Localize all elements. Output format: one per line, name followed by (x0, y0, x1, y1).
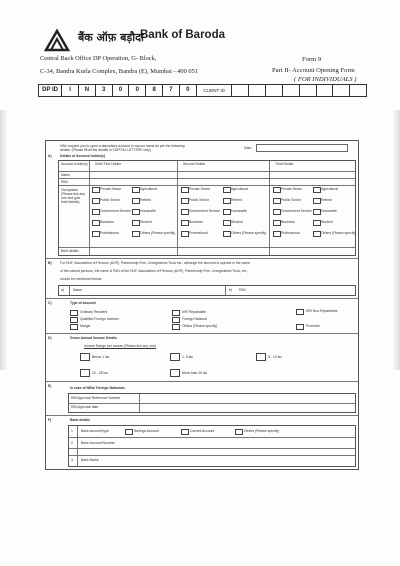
form-body (45, 140, 359, 470)
checkbox[interactable] (172, 317, 180, 323)
opt-label: Retired (140, 198, 151, 202)
checkbox[interactable] (80, 353, 90, 361)
opt-label: Student (321, 220, 333, 224)
section-d-subtitle: Income Range per annum (Please tick any one) (84, 344, 156, 348)
rbi-ref-label: RBI Approval Reference Number (71, 396, 121, 400)
dp-char[interactable]: 8 (145, 85, 162, 96)
checkbox[interactable] (223, 198, 231, 204)
checkbox[interactable] (170, 369, 180, 377)
bank-details-table (68, 425, 356, 467)
checkbox[interactable] (181, 220, 189, 226)
section-a-label: A) (48, 154, 52, 158)
row-occupation: Occupation (Please tick any one and give brief details) (61, 188, 85, 204)
section-e-label: E) (48, 384, 52, 388)
dp-id-label: DP ID (42, 87, 59, 93)
address-line-1: Central Back Office DP Operation, G- Block, (40, 55, 157, 62)
form-type: ( FOR INDIVIDUALS ) (294, 76, 357, 83)
opt-label: Housewife (321, 209, 337, 213)
acct-type-option: Promoter (306, 324, 320, 328)
section-f-title: Bank details (70, 418, 90, 422)
opt-label: Professional (189, 231, 208, 235)
opt-label: Business (100, 220, 114, 224)
opt-label: Student (231, 220, 243, 224)
checkbox[interactable] (235, 429, 243, 435)
opt-label: Retired (321, 198, 332, 202)
col-second-holder: Second Holder (183, 162, 206, 166)
checkbox[interactable] (223, 220, 231, 226)
checkbox[interactable] (92, 209, 100, 215)
bank-acct-type-label: Bank account type (81, 429, 109, 433)
dp-char[interactable]: 3 (95, 85, 112, 96)
section-d-label: D) (48, 336, 52, 340)
bank-logo-icon (44, 28, 70, 54)
acct-type-option: NRI Non-Repatriable (306, 309, 338, 313)
bank-name-english: Bank of Baroda (140, 29, 225, 41)
row-number: 2 (71, 441, 73, 445)
dp-char[interactable]: I (61, 85, 78, 96)
date-label: Date: (244, 146, 253, 150)
checkbox[interactable] (313, 220, 321, 226)
row-brief: Brief details (61, 249, 79, 253)
checkbox[interactable] (132, 209, 140, 215)
bank-acct-option: Others (Please specify) (244, 429, 280, 433)
opt-label: Government Service (189, 209, 220, 213)
checkbox[interactable] (70, 324, 78, 330)
checkbox[interactable] (223, 231, 231, 237)
income-option: 1- 5 lac (182, 355, 194, 359)
opt-label: Professional (281, 231, 300, 235)
checkbox[interactable] (132, 187, 140, 193)
scan-shadow-left (0, 110, 8, 370)
checkbox[interactable] (296, 309, 304, 315)
opt-label: Business (281, 220, 295, 224)
opt-label: Public Sector (189, 198, 209, 202)
client-id-cell[interactable] (332, 85, 349, 96)
scan-shadow-right (392, 110, 400, 370)
row-pan: PAN (61, 180, 68, 184)
opt-label: Private Sector (100, 187, 122, 191)
col-third-holder: Third Holder (275, 162, 294, 166)
row-number: 3 (71, 458, 73, 462)
client-id-label: CLIENT ID (196, 85, 232, 96)
bank-acct-number-label: Bank Account Number (81, 441, 115, 445)
income-option: 10 - 25 lac (92, 371, 108, 375)
acct-type-option: Margin (80, 324, 91, 328)
section-e-title: In case of NRIs/ Foreign Nationals (70, 386, 125, 390)
intro-text-2: details: (Please fill all the details in CAPITAL LETTERS only) (60, 148, 151, 152)
section-b-text-2: of the natural persons, the name & PAN of the HUF, Association of Persons (AOP), Partnership Firm, Unregistered Trust, etc., (60, 269, 249, 273)
client-id-cell[interactable] (231, 85, 248, 96)
address-line-2: C-34, Bandra Kurla Complex, Bandra (E), Mumbai - 400 051 (40, 68, 198, 75)
huf-name-field[interactable]: a) Name b) PAN (58, 285, 356, 296)
client-id-cell[interactable] (265, 85, 282, 96)
checkbox[interactable] (273, 220, 281, 226)
checkbox[interactable] (181, 187, 189, 193)
opt-label: Others (Please specify) (140, 231, 176, 235)
section-b-text-1: For HUF, Association of Persons (AOP), Partnership Firm, Unregistered Trust etc., although the account is opened in the name (60, 261, 250, 265)
income-option: More than 25 lac (182, 371, 208, 375)
dp-char[interactable]: 0 (112, 85, 129, 96)
rbi-date-label: RBI Approval date (71, 405, 99, 409)
checkbox[interactable] (92, 231, 100, 237)
checkbox[interactable] (125, 429, 133, 435)
checkbox[interactable] (273, 198, 281, 204)
client-id-cell[interactable] (248, 85, 265, 96)
acct-type-option: Foreign National (182, 317, 207, 321)
bank-name-label: Bank Name (81, 458, 99, 462)
checkbox[interactable] (273, 231, 281, 237)
opt-label: Government Service (281, 209, 312, 213)
checkbox[interactable] (223, 187, 231, 193)
checkbox[interactable] (313, 198, 321, 204)
client-id-cell[interactable] (316, 85, 333, 96)
form-part: Part II- Account Opening Form (272, 67, 355, 74)
opt-label: Others (Please specify) (231, 231, 267, 235)
checkbox[interactable] (132, 198, 140, 204)
checkbox[interactable] (313, 187, 321, 193)
huf-name-label: Name (73, 288, 83, 292)
section-c-title: Type of account (70, 301, 96, 305)
checkbox[interactable] (181, 198, 189, 204)
date-field[interactable] (256, 144, 348, 152)
bank-name-hindi: बैंक ऑफ़ बड़ौदा (78, 31, 144, 44)
acct-type-option: Others (Please specify) (182, 324, 218, 328)
opt-label: Government Service (100, 209, 131, 213)
dp-char[interactable]: 0 (128, 85, 145, 96)
acct-type-option: NRI Repatriable (182, 310, 207, 314)
dp-id-grid (38, 84, 367, 97)
opt-label: Business (189, 220, 203, 224)
checkbox[interactable] (92, 187, 100, 193)
col-account-holder: Account holder(s) (61, 162, 88, 166)
huf-pan-label: PAN (239, 288, 246, 292)
checkbox[interactable] (92, 198, 100, 204)
acct-type-option: Qualified Foreign Investor (80, 317, 119, 321)
checkbox[interactable] (273, 187, 281, 193)
checkbox[interactable] (70, 317, 78, 323)
opt-label: Housewife (140, 209, 156, 213)
opt-label: Retired (231, 198, 242, 202)
opt-label: Private Sector (189, 187, 211, 191)
opt-label: Public Sector (281, 198, 301, 202)
opt-label: Public Sector (100, 198, 120, 202)
bank-acct-option: Savings Account (134, 429, 160, 433)
section-b-label: B) (48, 261, 52, 265)
checkbox[interactable] (256, 353, 266, 361)
checkbox[interactable] (80, 369, 90, 377)
acct-type-option: Ordinary Resident (80, 310, 108, 314)
row-number: 1 (71, 429, 73, 433)
bank-acct-option: Current Account (190, 429, 215, 433)
intro-text-1: I/We request you to open a depository account in my/our name as per the following (60, 144, 185, 148)
income-option: Below 1 lac (92, 355, 110, 359)
checkbox[interactable] (172, 310, 180, 316)
dp-char[interactable]: N (78, 85, 95, 96)
opt-label: Agricultural (321, 187, 338, 191)
client-id-cell[interactable] (282, 85, 299, 96)
opt-label: Others (Please specify) (321, 231, 357, 235)
opt-label: Professional (100, 231, 119, 235)
holder-table (58, 160, 356, 256)
opt-label: Student (140, 220, 152, 224)
checkbox[interactable] (313, 209, 321, 215)
dp-char[interactable]: 7 (162, 85, 179, 96)
checkbox[interactable] (70, 310, 78, 316)
section-c-label: C) (48, 301, 52, 305)
checkbox[interactable] (223, 209, 231, 215)
form-number: Form 9 (302, 56, 322, 63)
checkbox[interactable] (181, 209, 189, 215)
client-id-cell[interactable] (349, 85, 366, 96)
opt-label: Private Sector (281, 187, 303, 191)
section-a-title: Details of Account holder(s) (60, 154, 106, 158)
opt-label: Agricultural (140, 187, 157, 191)
checkbox[interactable] (172, 324, 180, 330)
opt-label: Housewife (231, 209, 247, 213)
checkbox[interactable] (181, 231, 189, 237)
checkbox[interactable] (170, 353, 180, 361)
rbi-table (68, 393, 356, 413)
section-b-text-3: should be mentioned below: (60, 277, 103, 281)
checkbox[interactable] (273, 209, 281, 215)
section-f-label: F) (48, 418, 52, 422)
income-option: 5 - 10 lac (268, 355, 282, 359)
section-d-title: Gross Annual Income Details (70, 336, 117, 340)
checkbox[interactable] (296, 324, 304, 330)
checkbox[interactable] (313, 231, 321, 237)
opt-label: Agricultural (231, 187, 248, 191)
checkbox[interactable] (181, 429, 189, 435)
checkbox[interactable] (132, 231, 140, 237)
dp-char[interactable]: 0 (179, 85, 196, 96)
client-id-cell[interactable] (299, 85, 316, 96)
col-first-holder: Sole/ First Holder (95, 162, 122, 166)
checkbox[interactable] (92, 220, 100, 226)
checkbox[interactable] (132, 220, 140, 226)
row-name: Name (61, 173, 71, 177)
